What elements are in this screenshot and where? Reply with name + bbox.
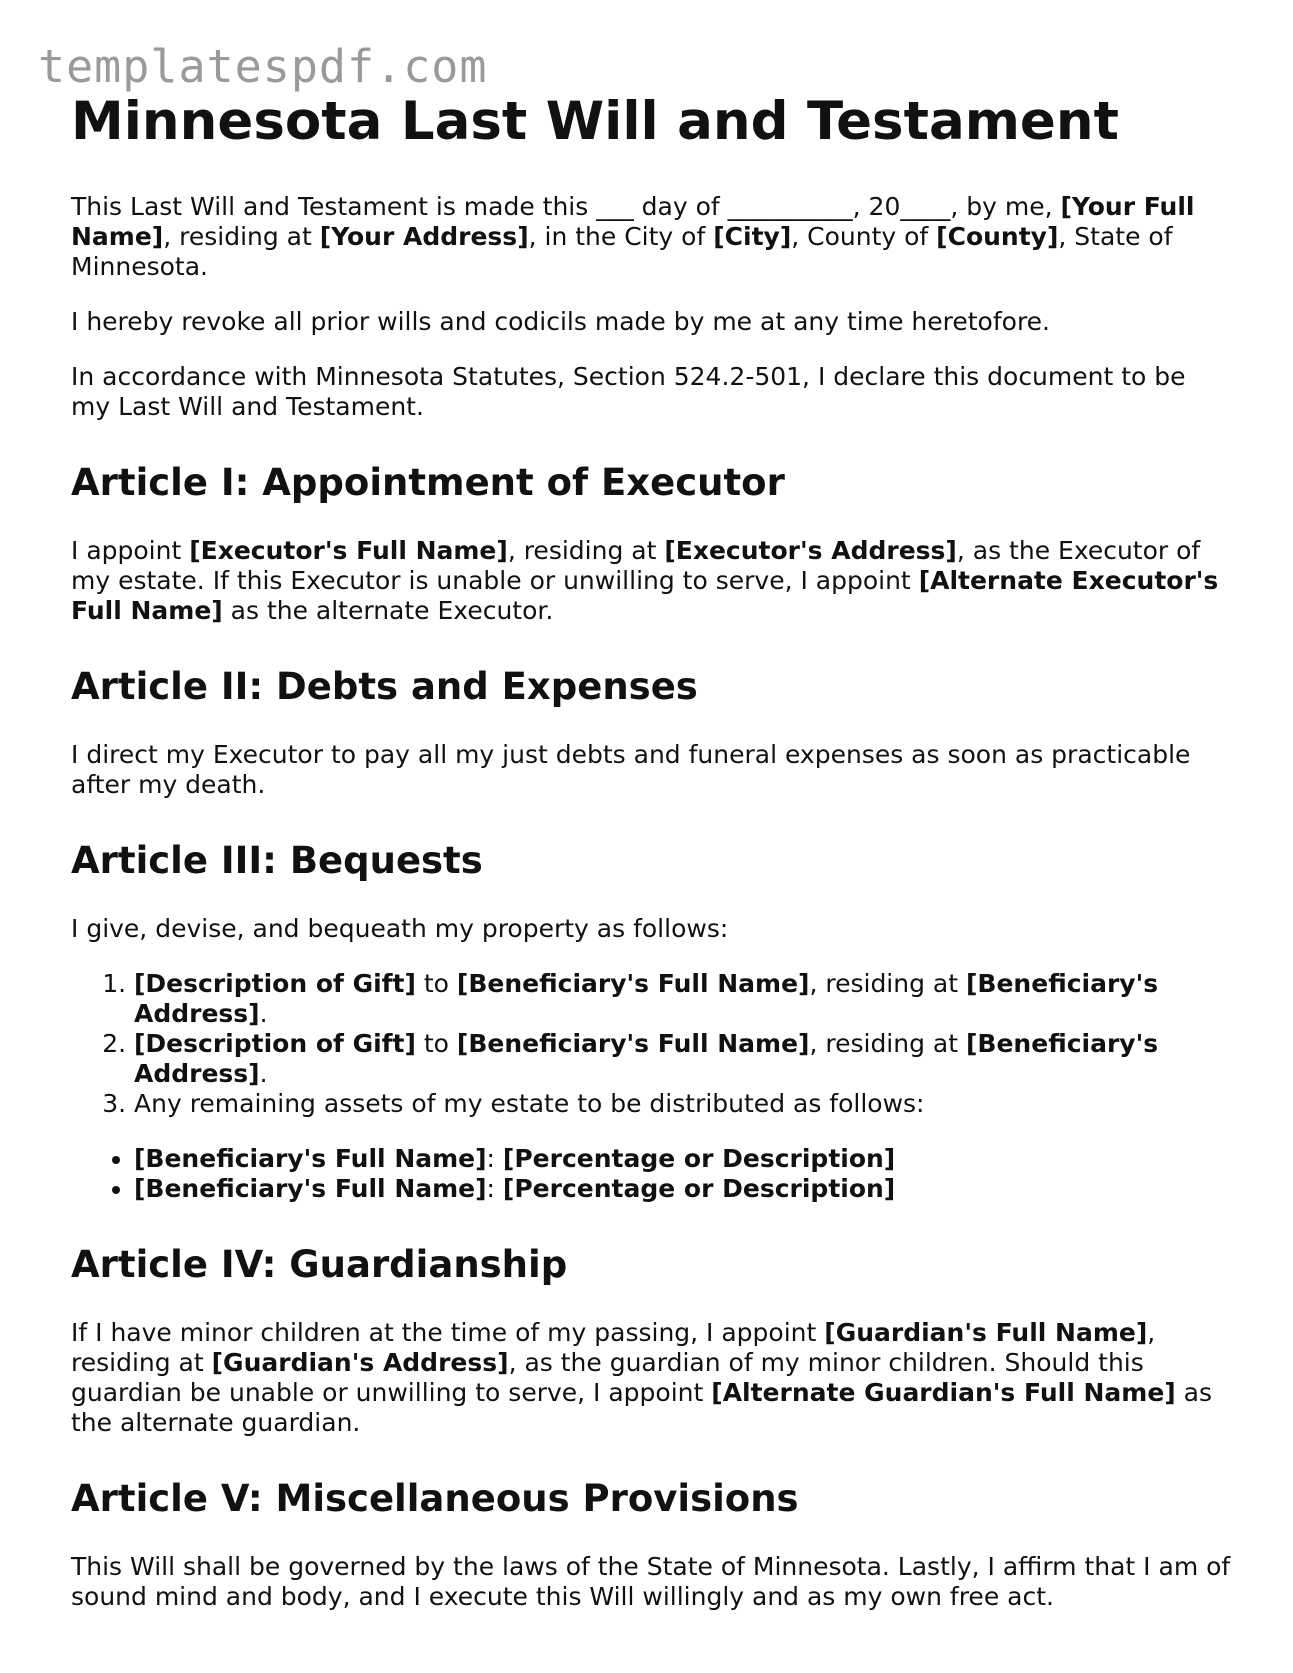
list-item-text: , residing at (809, 1029, 966, 1058)
article-4-text: , residing at (71, 1318, 1156, 1377)
alternate-guardian-placeholder: [Alternate Guardian's Full Name] (711, 1378, 1176, 1407)
list-item-text: : (486, 1174, 503, 1203)
remaining-assets-list (71, 1144, 1231, 1204)
intro-text: This Last Will and Testament is made this ___ day of __________, 20____, by me, (71, 192, 1061, 221)
list-item-text: , residing at (809, 969, 966, 998)
list-item (134, 1029, 1231, 1089)
article-2-heading: Article II: Debts and Expenses (71, 665, 698, 708)
intro-paragraph (71, 192, 1231, 282)
gift-placeholder: [Description of Gift] (134, 1029, 416, 1058)
intro-text: , residing at (163, 222, 320, 251)
list-item (134, 1144, 1231, 1174)
gift-placeholder: [Description of Gift] (134, 969, 416, 998)
article-4-text: If I have minor children at the time of my passing, I appoint (71, 1318, 825, 1347)
percentage-placeholder: [Percentage or Description] (502, 1144, 896, 1173)
article-2-paragraph: I direct my Executor to pay all my just debts and funeral expenses as soon as practicable after my death. (71, 740, 1191, 799)
executor-name-placeholder: [Executor's Full Name] (189, 536, 508, 565)
intro-text: , County of (791, 222, 937, 251)
percentage-placeholder: [Percentage or Description] (502, 1174, 896, 1203)
your-address-placeholder: [Your Address] (319, 222, 529, 251)
beneficiary-address-placeholder: [Beneficiary's Address] (134, 1029, 1159, 1088)
beneficiary-name-placeholder: [Beneficiary's Full Name] (456, 1029, 810, 1058)
article-1-text: , as the Executor of my estate. If this Executor is unable or unwilling to serve, I appoint (71, 536, 1201, 595)
list-item (134, 969, 1231, 1029)
accordance-paragraph: In accordance with Minnesota Statutes, Section 524.2-501, I declare this document to be my Last Will and Testament. (71, 362, 1186, 421)
article-5-heading: Article V: Miscellaneous Provisions (71, 1477, 799, 1520)
article-1-text: as the alternate Executor. (222, 596, 554, 625)
beneficiary-name-placeholder: [Beneficiary's Full Name] (134, 1174, 487, 1203)
list-item-text: to (415, 1029, 457, 1058)
article-1-paragraph (71, 536, 1231, 626)
beneficiary-address-placeholder: [Beneficiary's Address] (134, 969, 1159, 1028)
your-full-name-placeholder: [Your Full Name] (71, 192, 1195, 251)
guardian-address-placeholder: [Guardian's Address] (211, 1348, 509, 1377)
executor-address-placeholder: [Executor's Address] (664, 536, 957, 565)
article-3-heading: Article III: Bequests (71, 839, 483, 882)
county-placeholder: [County] (936, 222, 1059, 251)
intro-text: , in the City of (528, 222, 714, 251)
guardian-name-placeholder: [Guardian's Full Name] (824, 1318, 1148, 1347)
article-3-intro: I give, devise, and bequeath my property as follows: (71, 914, 729, 943)
watermark: templatespdf.com (38, 40, 488, 93)
city-placeholder: [City] (713, 222, 792, 251)
beneficiary-name-placeholder: [Beneficiary's Full Name] (456, 969, 810, 998)
article-4-text: , as the guardian of my minor children. Should this guardian be unable or unwilling to serve, I appoint (71, 1348, 1144, 1407)
alternate-executor-placeholder: [Alternate Executor's Full Name] (71, 566, 1219, 625)
list-item-text: to (415, 969, 457, 998)
list-item-text: . (259, 999, 268, 1028)
article-1-text: I appoint (71, 536, 190, 565)
list-item-text: . (259, 1059, 268, 1088)
intro-text: , State of Minnesota. (71, 222, 1173, 281)
revocation-paragraph: I hereby revoke all prior wills and codicils made by me at any time heretofore. (71, 307, 1051, 336)
document-body (71, 90, 1231, 1637)
bequests-list (71, 969, 1231, 1119)
document-title: Minnesota Last Will and Testament (71, 91, 1119, 152)
article-1-text: , residing at (507, 536, 665, 565)
list-item-text: : (486, 1144, 503, 1173)
article-1-heading: Article I: Appointment of Executor (71, 461, 785, 504)
article-5-paragraph: This Will shall be governed by the laws of the State of Minnesota. Lastly, I affirm that I am of sound mind and body, and I execute this Will willingly and as my own free act. (71, 1552, 1231, 1611)
list-item: 3. Any remaining assets of my estate to be distributed as follows: (134, 1089, 1231, 1119)
article-4-paragraph (71, 1318, 1231, 1438)
article-4-text: as the alternate guardian. (71, 1378, 1213, 1437)
article-4-heading: Article IV: Guardianship (71, 1243, 568, 1286)
list-item (134, 1174, 1231, 1204)
beneficiary-name-placeholder: [Beneficiary's Full Name] (134, 1144, 487, 1173)
